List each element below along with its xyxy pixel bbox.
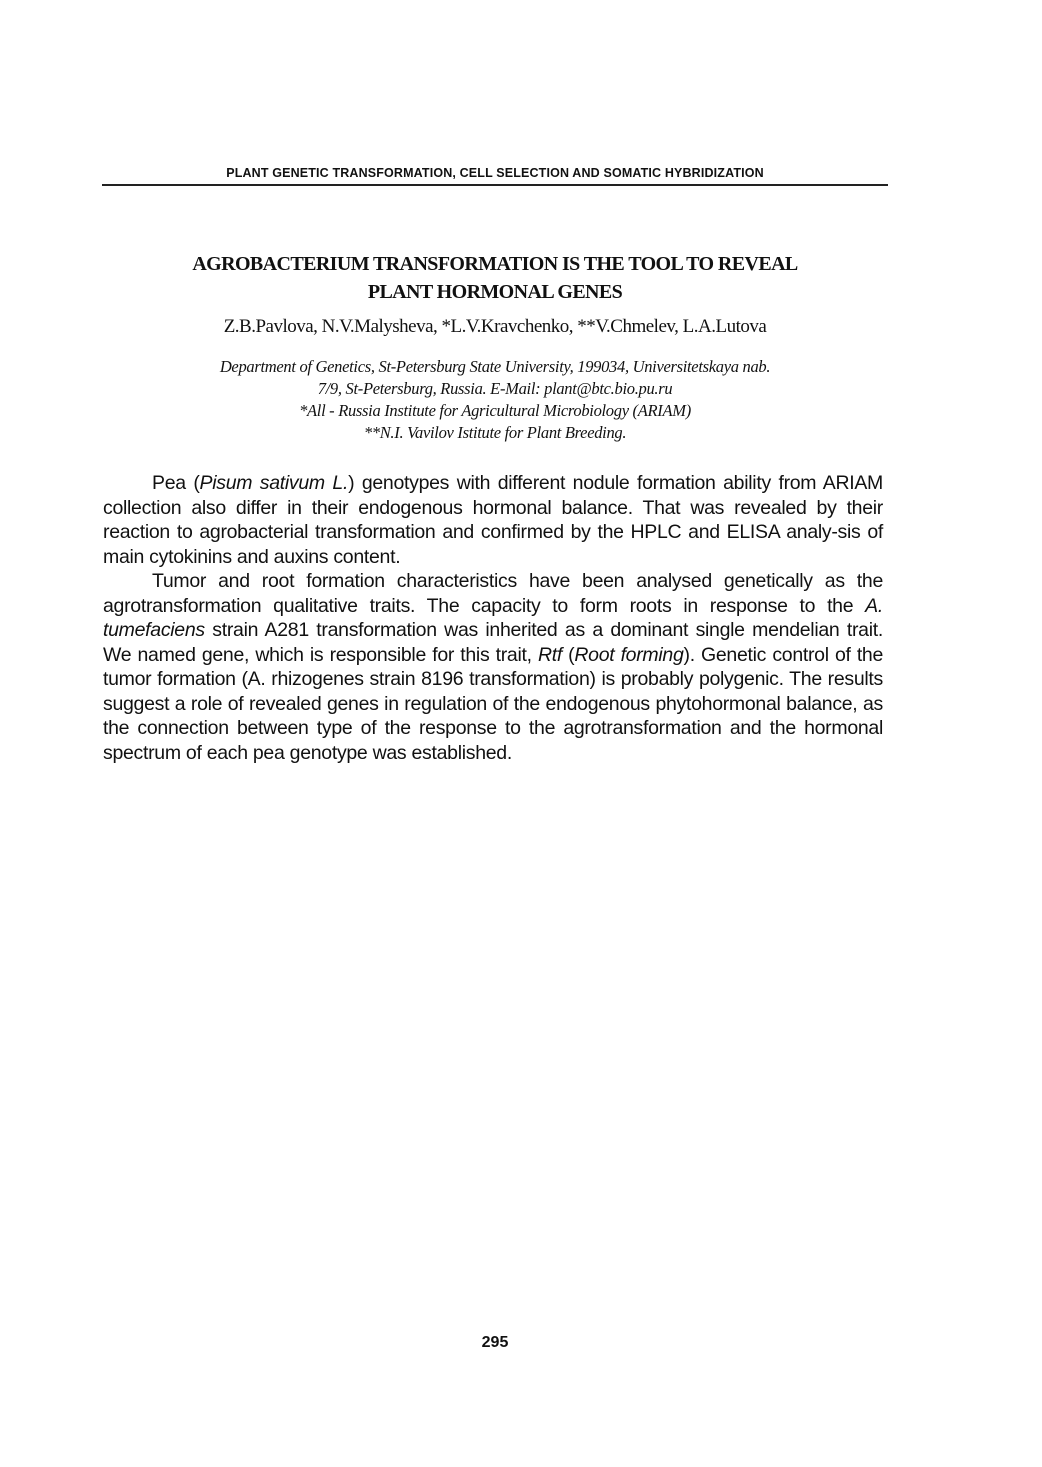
affiliation-line-4: **N.I. Vavilov Istitute for Plant Breeding. [363, 423, 627, 442]
abstract-body [103, 471, 883, 765]
title-line-1: AGROBACTERIUM TRANSFORMATION IS THE TOOL TO REVEAL [192, 253, 798, 275]
paragraph-2-text: Tumor and root formation characteristics have been analysed genetically as the agrotransformation qualitative traits. The capacity to form roots in response to the [103, 570, 883, 617]
author-list: Z.B.Pavlova, N.V.Malysheva, *L.V.Kravchenko, **V.Chmelev, L.A.Lutova [223, 316, 767, 337]
affiliation-line-1: Department of Genetics, St-Petersburg State University, 199034, Universitetskaya nab. [219, 357, 771, 376]
paragraph-2-text: ). Genetic control of the tumor formation (A. rhizogenes strain 8196 transformation) is probably polygenic. The results suggest a role of revealed genes in regulation of the endogenous phytohormonal balance, as the connection between type of the response to the agrotransformation and the hormonal spectrum of each pea genotype was established. [103, 643, 884, 764]
affiliation-line-3: *All - Russia Institute for Agricultural Microbiology (ARIAM) [299, 401, 691, 420]
paragraph-1-text: Pea ( [152, 472, 200, 494]
paragraph-1-text: ) genotypes with different nodule formation ability from ARIAM collection also differ in their endogenous hormonal balance. That was revealed by their reaction to agrobacterial transformation and confirmed by the HPLC and ELISA analy-sis of main cytokinins and auxins content. [103, 472, 883, 568]
title-line-2: PLANT HORMONAL GENES [367, 281, 623, 303]
paragraph-2-text: ( [561, 643, 575, 666]
species-name: Pisum sativum L. [199, 472, 349, 494]
paragraph-2 [103, 569, 883, 765]
gene-symbol: Rtf [537, 643, 562, 666]
affiliation-line-2: 7/9, St-Petersburg, Russia. E-Mail: plant@btc.bio.pu.ru [317, 379, 673, 398]
species-name: A. tumefaciens [103, 594, 883, 641]
paragraph-2-text: strain A281 transformation was inherited as a dominant single mendelian trait. We named gene, which is responsible for this trait, [103, 619, 883, 666]
paragraph-1 [103, 471, 883, 569]
running-header: PLANT GENETIC TRANSFORMATION, CELL SELECTION AND SOMATIC HYBRIDIZATION [102, 163, 888, 186]
gene-name: Root forming [574, 643, 684, 666]
page-number: 295 [481, 1334, 509, 1351]
affiliations [102, 356, 888, 444]
paper-title [102, 250, 888, 306]
